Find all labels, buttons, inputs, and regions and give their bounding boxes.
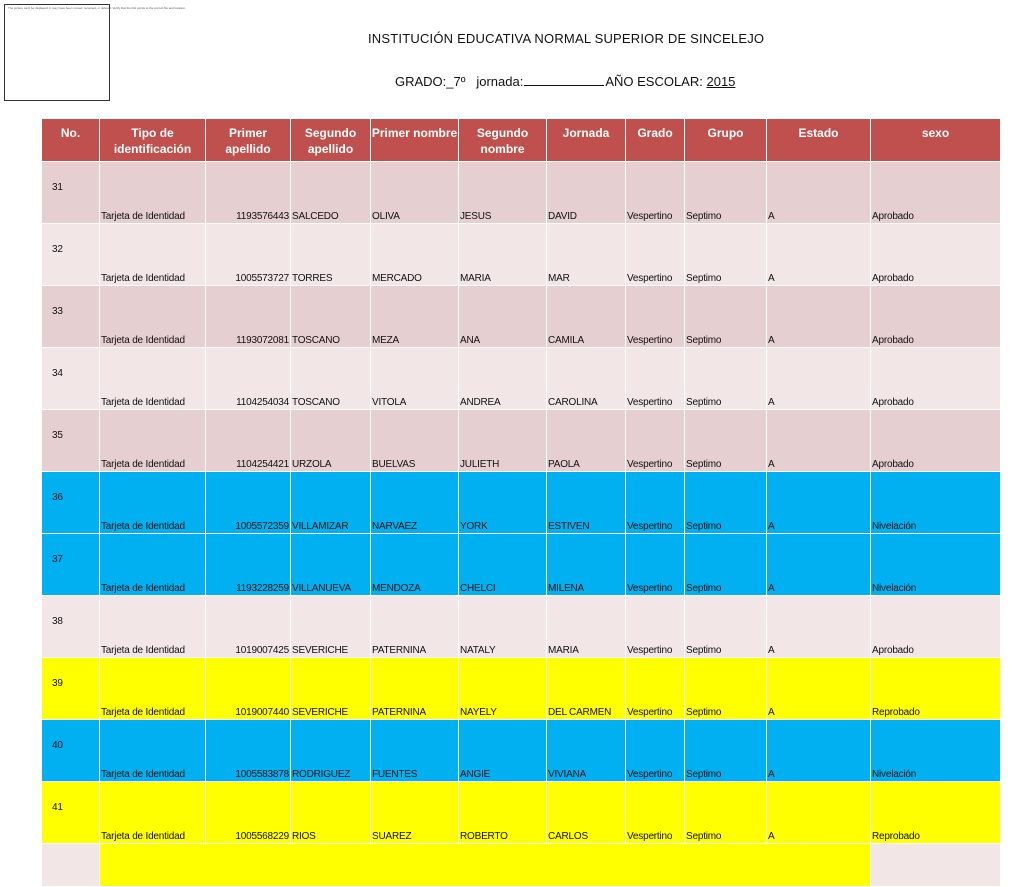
table-row: [42, 286, 1001, 348]
cell-jornada: Vespertino: [626, 658, 685, 720]
cell-segundo-apellido: OLIVA: [371, 162, 459, 224]
cell-tipo-identificacion: Tarjeta de Identidad: [100, 348, 206, 410]
header-grado: Grado: [626, 119, 685, 162]
cell-segundo-apellido: VITOLA: [371, 348, 459, 410]
cell-identificacion: 1193228259: [206, 534, 291, 596]
cell-no: 32: [42, 224, 100, 286]
cell-identificacion: 1104254421: [206, 410, 291, 472]
cell-primer-nombre: ROBERTO: [459, 782, 547, 844]
cell-identificacion: 1005583878: [206, 720, 291, 782]
cell-grado: Septimo: [685, 410, 767, 472]
cell-grado: Septimo: [685, 348, 767, 410]
cell-primer-apellido: SEVERICHE: [291, 658, 371, 720]
document-title: INSTITUCIÓN EDUCATIVA NORMAL SUPERIOR DE SINCELEJO: [368, 31, 765, 46]
cell-tipo-identificacion: Tarjeta de Identidad: [100, 782, 206, 844]
cell-segundo-apellido: MERCADO: [371, 224, 459, 286]
cell-identificacion: 1005572359: [206, 472, 291, 534]
cell-jornada: Vespertino: [626, 534, 685, 596]
cell-grado: Septimo: [685, 224, 767, 286]
cell-grupo: A: [767, 782, 871, 844]
cell-grupo: A: [767, 224, 871, 286]
cell-segundo-nombre: CAROLINA: [547, 348, 626, 410]
cell-primer-apellido: SALCEDO: [291, 162, 371, 224]
cell-estado: Aprobado: [871, 348, 1001, 410]
cell-segundo-apellido: PATERNINA: [371, 658, 459, 720]
cell-tipo-identificacion: Tarjeta de Identidad: [100, 162, 206, 224]
table-row: [42, 658, 1001, 720]
cell-primer-apellido: TOSCANO: [291, 286, 371, 348]
cell-grupo: A: [767, 472, 871, 534]
cell-segundo-apellido: MEZA: [371, 286, 459, 348]
cell-primer-apellido: VILLANUEVA: [291, 534, 371, 596]
cell-tipo-identificacion: Tarjeta de Identidad: [100, 410, 206, 472]
cell-jornada: Vespertino: [626, 410, 685, 472]
cell-segundo-apellido: NARVAEZ: [371, 472, 459, 534]
cell-grado: Septimo: [685, 534, 767, 596]
cell-no: 33: [42, 286, 100, 348]
cell-no: 31: [42, 162, 100, 224]
cell-identificacion: 1005573727: [206, 224, 291, 286]
anio-value: 2015: [706, 74, 736, 89]
cell-grado: Septimo: [685, 162, 767, 224]
cell-identificacion: 1104254034: [206, 348, 291, 410]
header-primer-nombre: Primer nombre: [371, 119, 459, 162]
broken-image-placeholder: [4, 4, 186, 101]
header-primer-apellido: Primer apellido: [206, 119, 291, 162]
cell-segundo-apellido: SUAREZ: [371, 782, 459, 844]
cell-tipo-identificacion: Tarjeta de Identidad: [100, 596, 206, 658]
cell-tipo-identificacion: Tarjeta de Identidad: [100, 472, 206, 534]
table-row-empty: [42, 844, 1001, 887]
cell-grado: Septimo: [685, 782, 767, 844]
cell-primer-apellido: URZOLA: [291, 410, 371, 472]
cell-grado: Septimo: [685, 658, 767, 720]
cell-jornada: Vespertino: [626, 286, 685, 348]
table-row: [42, 224, 1001, 286]
cell-estado: Aprobado: [871, 162, 1001, 224]
cell-estado: Aprobado: [871, 286, 1001, 348]
table-row: [42, 782, 1001, 844]
cell-primer-nombre: JULIETH: [459, 410, 547, 472]
table-row: [42, 410, 1001, 472]
cell-grupo: A: [767, 658, 871, 720]
cell-estado: Nivelación: [871, 534, 1001, 596]
cell-primer-nombre: ANDREA: [459, 348, 547, 410]
students-table: [41, 118, 1001, 887]
cell-segundo-nombre: MARIA: [547, 596, 626, 658]
cell-segundo-apellido: MENDOZA: [371, 534, 459, 596]
cell-grupo: A: [767, 534, 871, 596]
header-segundo-nombre: Segundo nombre: [459, 119, 547, 162]
cell-identificacion: 1019007440: [206, 658, 291, 720]
header-grupo: Grupo: [685, 119, 767, 162]
cell-segundo-nombre: MILENA: [547, 534, 626, 596]
cell-jornada: Vespertino: [626, 782, 685, 844]
cell-segundo-nombre: ESTIVEN: [547, 472, 626, 534]
cell-primer-apellido: TORRES: [291, 224, 371, 286]
cell-estado: Nivelación: [871, 472, 1001, 534]
table-row: [42, 472, 1001, 534]
cell-primer-nombre: NAYELY: [459, 658, 547, 720]
cell-grupo: A: [767, 286, 871, 348]
cell-no: 34: [42, 348, 100, 410]
cell-primer-apellido: TOSCANO: [291, 348, 371, 410]
cell-identificacion: 1019007425: [206, 596, 291, 658]
cell-segundo-nombre: DEL CARMEN: [547, 658, 626, 720]
cell-no: 35: [42, 410, 100, 472]
cell-primer-apellido: SEVERICHE: [291, 596, 371, 658]
cell-tipo-identificacion: Tarjeta de Identidad: [100, 534, 206, 596]
cell-tipo-identificacion: Tarjeta de Identidad: [100, 286, 206, 348]
empty-highlight-cell: [100, 844, 871, 887]
header-no: No.: [42, 119, 100, 162]
cell-jornada: Vespertino: [626, 348, 685, 410]
cell-grupo: A: [767, 348, 871, 410]
table-row: [42, 162, 1001, 224]
cell-segundo-nombre: PAOLA: [547, 410, 626, 472]
jornada-blank: [524, 74, 604, 86]
cell-segundo-nombre: CARLOS: [547, 782, 626, 844]
cell-primer-apellido: VILLAMIZAR: [291, 472, 371, 534]
table-row: [42, 534, 1001, 596]
cell-segundo-nombre: CAMILA: [547, 286, 626, 348]
cell-primer-apellido: RODRIGUEZ: [291, 720, 371, 782]
cell-jornada: Vespertino: [626, 224, 685, 286]
cell-estado: Aprobado: [871, 596, 1001, 658]
cell-jornada: Vespertino: [626, 596, 685, 658]
cell-primer-nombre: ANA: [459, 286, 547, 348]
cell-no: 41: [42, 782, 100, 844]
cell-primer-nombre: ANGIE: [459, 720, 547, 782]
table-header-row: [42, 119, 1001, 162]
cell-estado: Aprobado: [871, 224, 1001, 286]
cell-primer-nombre: CHELCI: [459, 534, 547, 596]
cell-tipo-identificacion: Tarjeta de Identidad: [100, 658, 206, 720]
cell-segundo-nombre: VIVIANA: [547, 720, 626, 782]
header-jornada: Jornada: [547, 119, 626, 162]
cell-no: 39: [42, 658, 100, 720]
jornada-label: jornada:: [476, 74, 524, 89]
cell-grupo: A: [767, 162, 871, 224]
cell-estado: Reprobado: [871, 782, 1001, 844]
cell-no: 40: [42, 720, 100, 782]
cell-tipo-identificacion: Tarjeta de Identidad: [100, 720, 206, 782]
cell-segundo-apellido: FUENTES: [371, 720, 459, 782]
header-sexo: sexo: [871, 119, 1001, 162]
cell-jornada: Vespertino: [626, 472, 685, 534]
cell-tipo-identificacion: Tarjeta de Identidad: [100, 224, 206, 286]
cell-segundo-apellido: PATERNINA: [371, 596, 459, 658]
cell-grupo: A: [767, 410, 871, 472]
cell-identificacion: 1193072081: [206, 286, 291, 348]
cell-primer-nombre: JESUS: [459, 162, 547, 224]
broken-image-text: The picture can't be displayed. It may have been moved, renamed, or deleted. Verify that the link points to the correct file and location.: [8, 6, 186, 10]
cell-segundo-nombre: DAVID: [547, 162, 626, 224]
header-tipo-identificacion: Tipo de identificación: [100, 119, 206, 162]
cell-identificacion: 1005568229: [206, 782, 291, 844]
cell-primer-nombre: YORK: [459, 472, 547, 534]
cell-estado: Reprobado: [871, 658, 1001, 720]
cell-primer-apellido: RIOS: [291, 782, 371, 844]
cell-grado: Septimo: [685, 286, 767, 348]
cell-estado: Aprobado: [871, 410, 1001, 472]
table-row: [42, 720, 1001, 782]
cell-primer-nombre: NATALY: [459, 596, 547, 658]
cell-primer-nombre: MARIA: [459, 224, 547, 286]
cell-jornada: Vespertino: [626, 162, 685, 224]
cell-no: 38: [42, 596, 100, 658]
table-body: [42, 162, 1001, 887]
empty-cell: [42, 844, 100, 887]
grado-label: GRADO:_7º: [395, 74, 466, 89]
cell-jornada: Vespertino: [626, 720, 685, 782]
anio-label: AÑO ESCOLAR:: [605, 74, 703, 89]
cell-no: 37: [42, 534, 100, 596]
table-row: [42, 596, 1001, 658]
cell-grado: Septimo: [685, 472, 767, 534]
table-row: [42, 348, 1001, 410]
cell-grupo: A: [767, 720, 871, 782]
cell-segundo-apellido: BUELVAS: [371, 410, 459, 472]
cell-grado: Septimo: [685, 596, 767, 658]
header-estado: Estado: [767, 119, 871, 162]
cell-grupo: A: [767, 596, 871, 658]
empty-cell: [871, 844, 1001, 887]
document-subtitle: [395, 74, 735, 89]
cell-grado: Septimo: [685, 720, 767, 782]
cell-estado: Nivelación: [871, 720, 1001, 782]
cell-no: 36: [42, 472, 100, 534]
cell-segundo-nombre: MAR: [547, 224, 626, 286]
header-segundo-apellido: Segundo apellido: [291, 119, 371, 162]
cell-identificacion: 1193576443: [206, 162, 291, 224]
